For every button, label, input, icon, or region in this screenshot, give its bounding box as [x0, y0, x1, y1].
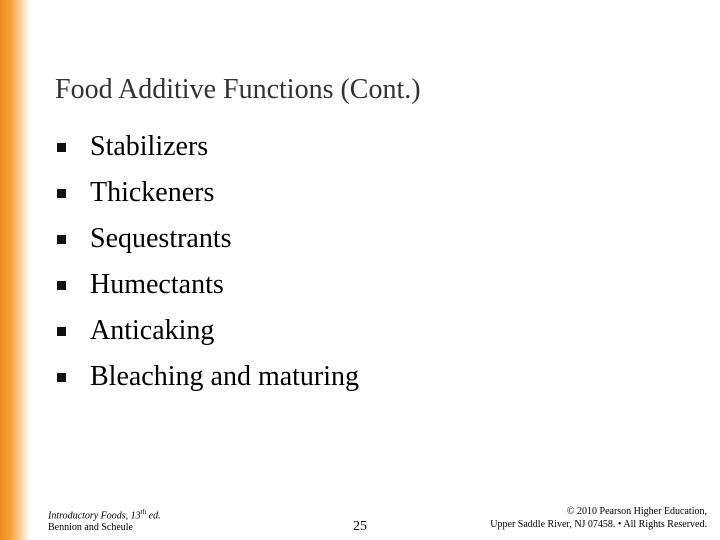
footer-citation [48, 506, 161, 534]
footer-copyright [490, 505, 707, 531]
bullet-list [55, 124, 359, 400]
list-item [55, 354, 359, 400]
list-item [55, 216, 359, 262]
square-bullet-icon [57, 281, 66, 290]
authors: Bennion and Scheule [48, 522, 133, 534]
bullet-text: Bleaching and maturing [90, 361, 360, 392]
slide-title: Food Additive Functions (Cont.) [55, 74, 421, 105]
square-bullet-icon [57, 235, 66, 244]
square-bullet-icon [57, 189, 66, 198]
bullet-text: Anticaking [90, 315, 215, 346]
copyright-line-1: © 2010 Pearson Higher Education, [566, 506, 707, 517]
list-item [55, 308, 359, 354]
edition-superscript: th [140, 508, 147, 516]
bullet-text: Thickeners [90, 177, 215, 208]
page-number: 25 [353, 519, 367, 534]
bullet-text: Stabilizers [90, 131, 209, 162]
book-title-line [48, 506, 161, 522]
square-bullet-icon [57, 327, 66, 336]
list-item [55, 262, 359, 308]
list-item [55, 124, 359, 170]
list-item [55, 170, 359, 216]
bullet-text: Humectants [90, 269, 224, 300]
accent-bar [0, 0, 30, 540]
book-title: Introductory Foods, 13 [48, 510, 141, 522]
copyright-line-2: Upper Saddle River, NJ 07458. • All Rights Reserved. [490, 519, 707, 530]
square-bullet-icon [57, 373, 66, 382]
edition-suffix: ed. [146, 510, 161, 522]
bullet-text: Sequestrants [90, 223, 232, 254]
square-bullet-icon [57, 143, 66, 152]
